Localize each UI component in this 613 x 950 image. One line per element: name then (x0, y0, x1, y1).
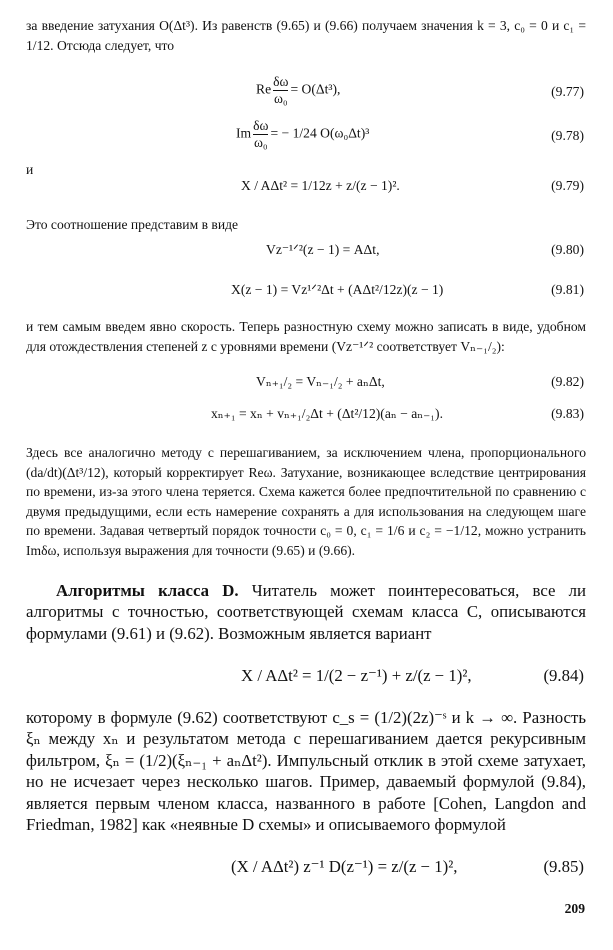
connective-and: и (26, 162, 34, 177)
equation-9-80 (26, 240, 586, 280)
eq-78-rhs: = − 1/24 O(ω₀Δt)³ (270, 125, 370, 141)
paragraph-leapfrog-comparison: Здесь все аналогично методу с перешагиванием, за исключением члена, пропорционального (da/dt)(Δt³/12), который корректирует Reω. Затухание, возникающее вследствие центрирования по времени, из-за этого члена теряется. Схема кажется более предпочтительной по сравнению с двумя предыдущими, если есть намерение сохранять a для использования на следующем шаге по времени. Задавая четвертый порядок точности c₀ = 0, c₁ = 1/6 и c₂ = −1/12, можно устранить Imδω, используя выражения для точности (9.65) и (9.66). (26, 445, 586, 558)
eq-80-body: Vz⁻¹ᐟ²(z − 1) = AΔt, (266, 242, 380, 257)
class-d-text: Читатель может поинтересоваться, все ли алгоритмы с точностью, соответствующей схемам класса C, описываются формулами (9.61) и (9.62). Возможным является вариант (26, 581, 586, 643)
eq-label-9-79: (9.79) (551, 178, 584, 193)
paragraph-recursive-filter: которому в формуле (9.62) соответствуют c_s = (1/2)(2z)⁻ˢ и k → ∞. Разность ξₙ между xₙ и результатом метода с перешагиванием дается рекурсивным фильтром, ξₙ = (1/2)(ξₙ₋₁ + aₙΔt²). Импульсный отклик в этой схеме затухает, но не исчезает через несколько шагов. Пример, даваемый формулой (9.84), является первым членом класса, названного в работе [Cohen, Langdon and Friedman, 1982] как «неявные D схемы» и описываемого формулой (26, 708, 586, 835)
eq-84-body: X / AΔt² = 1/(2 − z⁻¹) + z/(z − 1)², (241, 666, 472, 685)
eq-77-den: ω₀ (273, 90, 288, 106)
eq-label-9-85: (9.85) (543, 857, 584, 876)
equation-9-85 (26, 856, 586, 896)
paragraph-intro: за введение затухания O(Δt³). Из равенств (9.65) и (9.66) получаем значения k = 3, c₀ = 0 и c₁ = 1/12. Отсюда следует, что (26, 18, 586, 53)
equation-9-78 (26, 118, 586, 158)
eq-82-body: Vₙ₊₁/₂ = Vₙ₋₁/₂ + aₙΔt, (256, 374, 385, 389)
eq-label-9-80: (9.80) (551, 242, 584, 257)
eq-78-den: ω₀ (253, 134, 268, 150)
page-number: 209 (564, 901, 585, 916)
equation-9-81 (26, 280, 586, 320)
eq-label-9-84: (9.84) (543, 666, 584, 685)
equation-9-79 (26, 176, 586, 216)
eq-77-rhs: = O(Δt³), (290, 81, 341, 97)
paragraph-representation: Это соотношение представим в виде (26, 217, 239, 232)
eq-label-9-78: (9.78) (551, 128, 584, 143)
class-d-heading: Алгоритмы класса D. (56, 581, 239, 600)
eq-77-num: δω (273, 74, 289, 89)
eq-label-9-83: (9.83) (551, 406, 584, 421)
eq-79-body: X / AΔt² = 1/12z + z/(z − 1)². (241, 178, 400, 193)
equation-9-83 (26, 404, 586, 444)
eq-label-9-77: (9.77) (551, 84, 584, 99)
eq-85-body: (X / AΔt²) z⁻¹ D(z⁻¹) = z/(z − 1)², (231, 857, 458, 876)
equation-9-84 (26, 665, 586, 705)
paragraph-velocity: и тем самым введем явно скорость. Теперь разностную схему можно записать в виде, удобном для отождествления степеней z с уровнями времени (Vz⁻¹ᐟ² соответствует Vₙ₋₁/₂): (26, 319, 586, 354)
equation-9-77 (26, 74, 586, 114)
eq-re: Re (256, 81, 272, 97)
eq-78-num: δω (253, 118, 269, 133)
eq-81-body: X(z − 1) = Vz¹ᐟ²Δt + (AΔt²/12z)(z − 1) (231, 282, 444, 297)
eq-im: Im (236, 125, 252, 141)
eq-label-9-82: (9.82) (551, 374, 584, 389)
eq-83-body: xₙ₊₁ = xₙ + vₙ₊₁/₂Δt + (Δt²/12)(aₙ − aₙ₋₁). (211, 406, 443, 421)
eq-label-9-81: (9.81) (551, 282, 584, 297)
paragraph-class-d (26, 580, 586, 644)
